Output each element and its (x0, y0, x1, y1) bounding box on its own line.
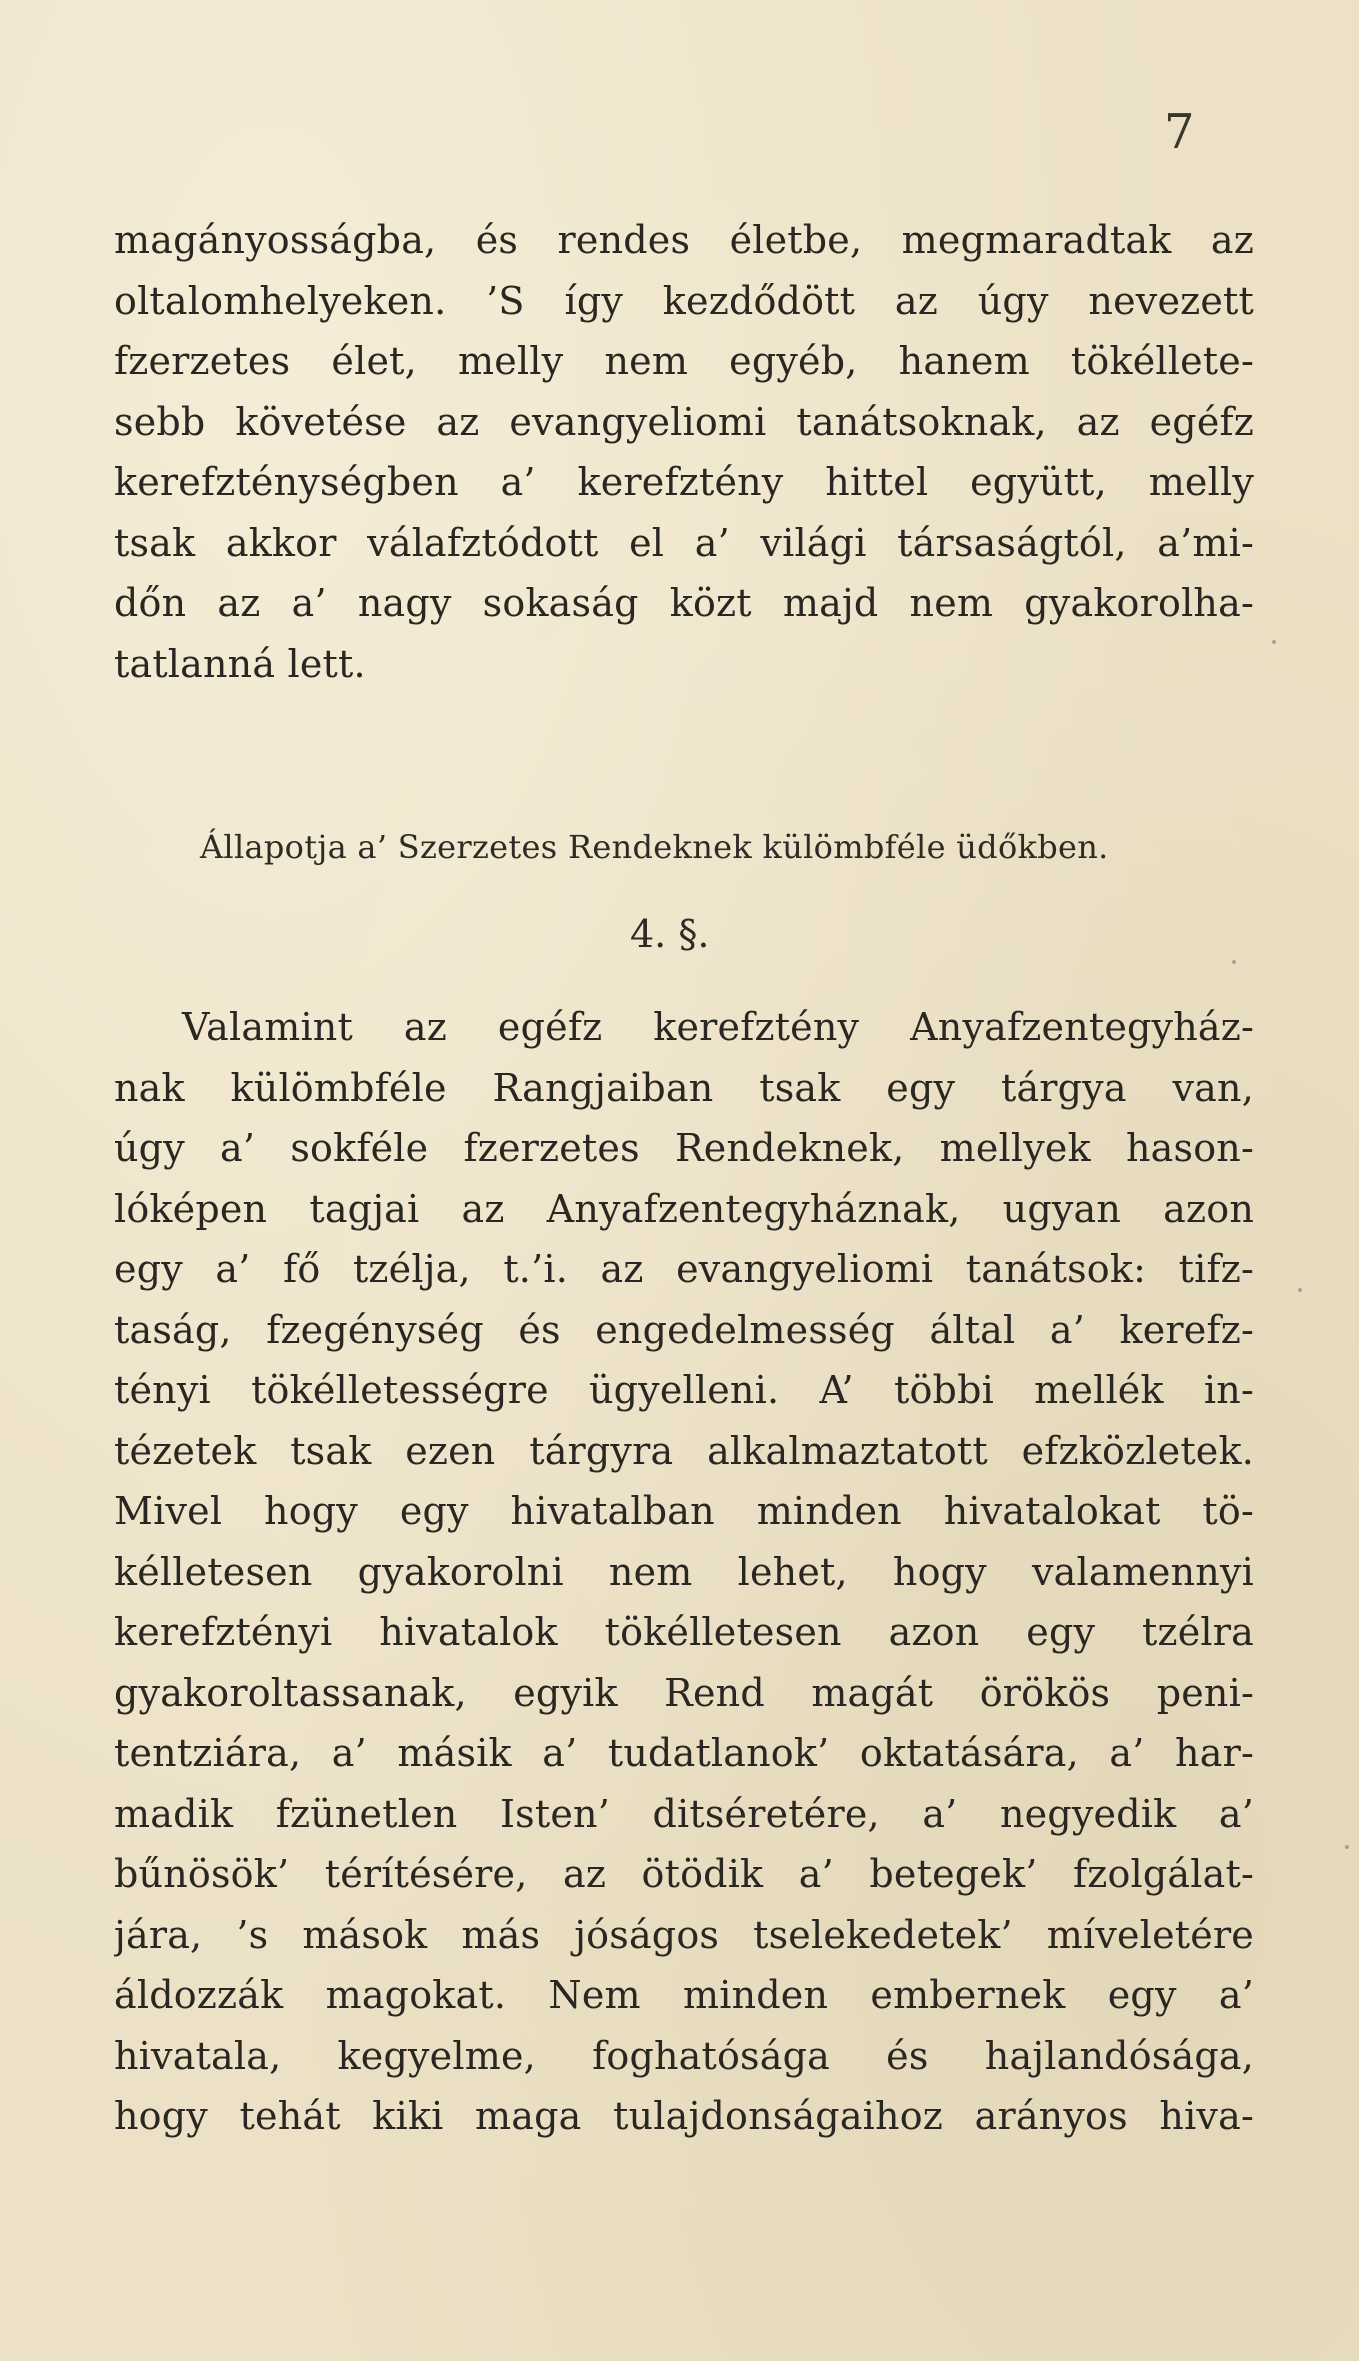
text-line: tsak akkor válafztódott el a’ világi társaságtól, a’mi- (114, 520, 1254, 565)
text-line: úgy a’ sokféle fzerzetes Rendeknek, mellyek hason- (114, 1126, 1254, 1170)
paragraph-2 (114, 997, 1254, 2147)
text-line: nak külömbféle Rangjaiban tsak egy tárgya van, (114, 1065, 1254, 1110)
text-line: magányosságba, és rendes életbe, megmaradtak az (114, 218, 1254, 262)
text-line: hivatala, kegyelme, foghatósága és hajlandósága, (114, 2033, 1254, 2078)
text-line: jára, ’s mások más jóságos tselekedetek’ míveletére (114, 1912, 1254, 1957)
text-line: madik fzünetlen Isten’ ditséretére, a’ negyedik a’ (114, 1791, 1254, 1836)
paragraph-1 (114, 210, 1254, 694)
text-line: tentziára, a’ másik a’ tudatlanok’ oktatására, a’ har- (114, 1731, 1254, 1775)
text-line: Valamint az egéfz kerefztény Anyafzentegyház- (182, 1005, 1254, 1049)
paper-speck (1272, 640, 1276, 644)
text-line: kélletesen gyakorolni nem lehet, hogy valamennyi (114, 1549, 1254, 1594)
page-number: 7 (1164, 104, 1195, 160)
text-line: fzerzetes élet, melly nem egyéb, hanem tökéllete- (114, 339, 1254, 383)
paper-speck (1298, 1288, 1302, 1292)
text-line: Mivel hogy egy hivatalban minden hivatalokat tö- (114, 1489, 1254, 1533)
section-heading: Állapotja a’ Szerzetes Rendeknek külömbféle üdőkben. (200, 828, 1109, 866)
text-line: lóképen tagjai az Anyafzentegyháznak, ugyan azon (114, 1186, 1254, 1231)
section-number: 4. §. (630, 912, 710, 956)
text-line: hogy tehát kiki maga tulajdonságaihoz arányos hiva- (114, 2094, 1254, 2138)
text-line: egy a’ fő tzélja, t.’i. az evangyeliomi tanátsok: tifz- (114, 1247, 1254, 1291)
text-line: kerefztényi hivatalok tökélletesen azon egy tzélra (114, 1610, 1254, 1654)
text-line: áldozzák magokat. Nem minden embernek egy a’ (114, 1973, 1254, 2017)
paper-speck (1232, 960, 1236, 964)
text-line: bűnösök’ térítésére, az ötödik a’ betegek’ fzolgálat- (114, 1852, 1254, 1896)
text-line: tényi tökélletességre ügyelleni. A’ többi mellék in- (114, 1368, 1254, 1412)
text-line: tézetek tsak ezen tárgyra alkalmaztatott efzközletek. (114, 1428, 1254, 1473)
paper-speck (1345, 1845, 1349, 1849)
text-line: oltalomhelyeken. ’S így kezdődött az úgy nevezett (114, 278, 1254, 323)
text-line: tatlanná lett. (114, 641, 366, 686)
text-line: sebb követése az evangyeliomi tanátsoknak, az egéfz (114, 399, 1254, 444)
text-line: gyakoroltassanak, egyik Rend magát örökös peni- (114, 1670, 1254, 1715)
text-line: kerefzténységben a’ kerefztény hittel együtt, melly (114, 460, 1254, 504)
text-line: taság, fzegénység és engedelmesség által a’ kerefz- (114, 1307, 1254, 1352)
text-line: dőn az a’ nagy sokaság közt majd nem gyakorolha- (114, 581, 1254, 625)
